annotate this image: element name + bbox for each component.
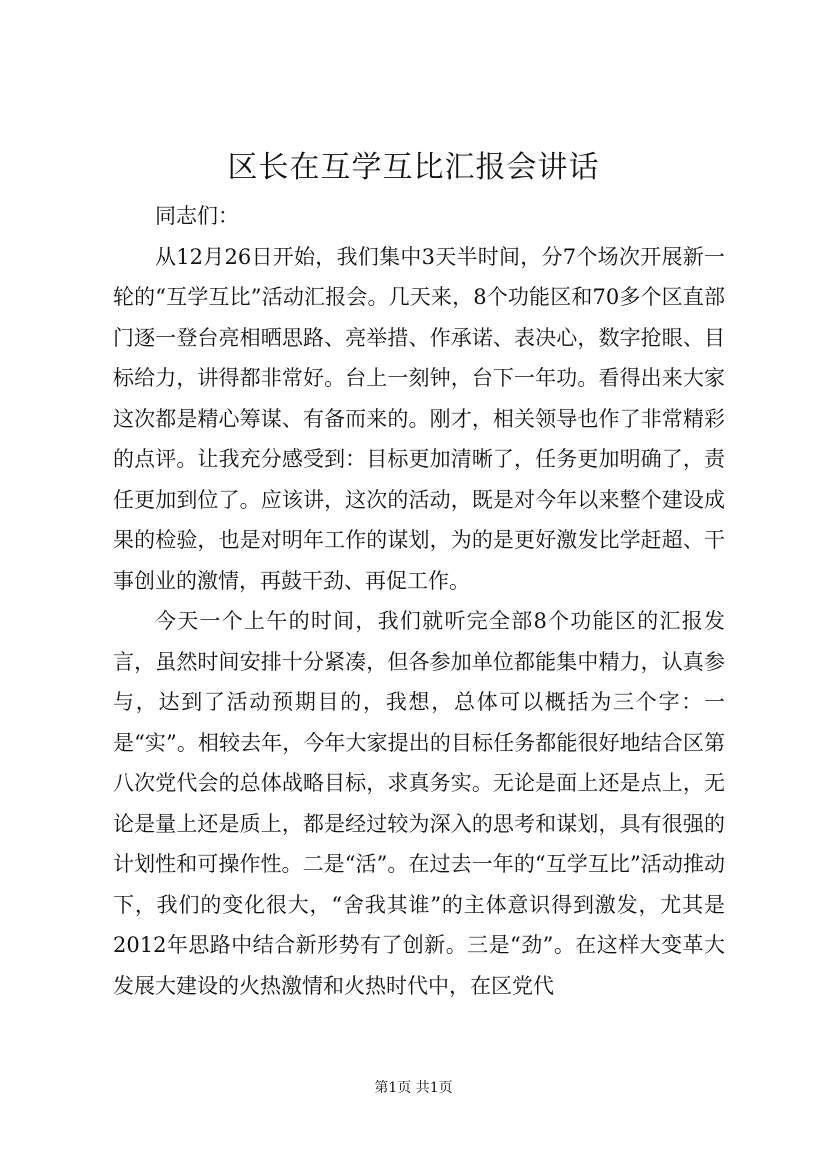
document-body [113,196,725,1006]
paragraph-2: 今天一个上午的时间，我们就听完全部8个功能区的汇报发言，虽然时间安排十分紧凑，但各参加单位都能集中精力，认真参与，达到了活动预期目的，我想，总体可以概括为三个字：一是“实”。相较去年，今年大家提出的目标任务都能很好地结合区第八次党代会的总体战略目标，求真务实。无论是面上还是点上，无论是量上还是质上，都是经过较为深入的思考和谋划，具有很强的计划性和可操作性。二是“活”。在过去一年的“互学互比”活动推动下，我们的变化很大，“舍我其谁”的主体意识得到激发，尤其是2012年思路中结合新形势有了创新。三是“劲”。在这样大变革大发展大建设的火热激情和火热时代中，在区党代 [113,609,725,998]
page-number-footer: 第1页 共1页 [374,1080,453,1096]
salutation: 同志们： [155,204,239,228]
paragraph-1: 从12月26日开始，我们集中3天半时间，分7个场次开展新一轮的“互学互比”活动汇报会。几天来，8个功能区和70多个区直部门逐一登台亮相晒思路、亮举措、作承诺、表决心，数字抢眼、目标给力，讲得都非常好。台上一刻钟，台下一年功。看得出来大家这次都是精心筹谋、有备而来的。刚才，相关领导也作了非常精彩的点评。让我充分感受到：目标更加清晰了，任务更加明确了，责任更加到位了。应该讲，这次的活动，既是对今年以来整个建设成果的检验，也是对明年工作的谋划，为的是更好激发比学赶超、干事创业的激情，再鼓干劲、再促工作。 [113,244,725,593]
document-title: 区长在互学互比汇报会讲话 [227,150,600,185]
